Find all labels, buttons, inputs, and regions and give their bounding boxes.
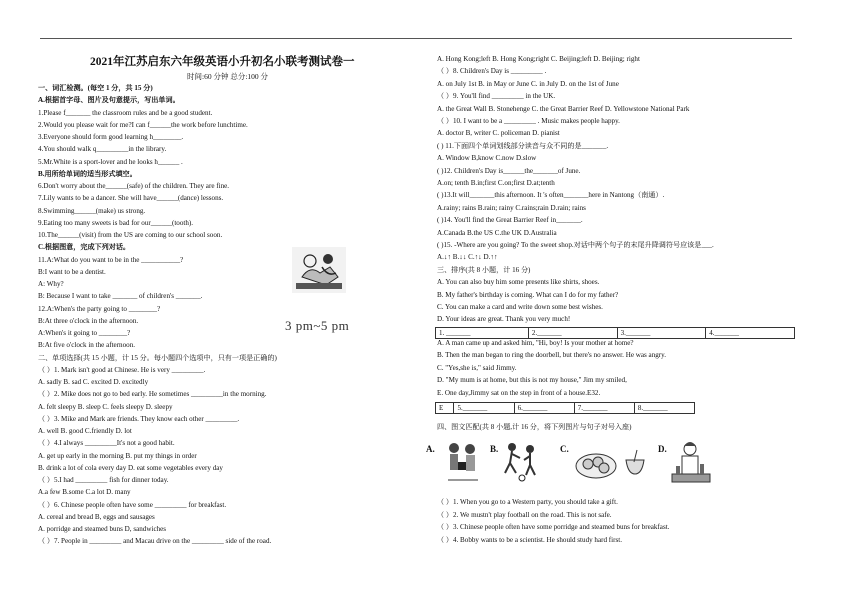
left-line: A. well B. good C.friendly D. lot — [38, 427, 132, 435]
right-line: ( )12. Children's Day is______the_______of June. — [437, 166, 581, 175]
left-line: （ ）5.I had _________ fish for dinner today. — [38, 476, 169, 484]
right-line: A.Canada B.the US C.the UK D.Australia — [437, 228, 557, 237]
left-line: A. felt sleepy B. sleep C. feels sleepy D. sleepy — [38, 402, 173, 411]
right-line: A.on; tenth B.in;first C.on;first D.at;tenth — [437, 179, 555, 187]
left-line: 9.Eating too many sweets is bad for our______(tooth). — [38, 218, 194, 227]
left-line: A. porridge and steamed buns D, sandwiches — [38, 525, 167, 533]
left-line: A. cereal and bread B, eggs and sausages — [38, 512, 155, 521]
left-line: （ ）4.I always _________It's not a good habit. — [38, 439, 175, 448]
right-line: A. You can also buy him some presents like shirts, shoes. — [437, 278, 600, 287]
match-item: （ ）2. We mustn't play football on the road. This is not safe. — [437, 510, 612, 519]
left-line: A.a few B.some C.a lot D. many — [38, 488, 131, 497]
right-line: （ ）9. You'll find _________ in the UK. — [437, 92, 556, 101]
dentist-illustration — [292, 247, 346, 293]
left-line: （ ）6. Chinese people often have some _________ for breakfast. — [38, 500, 227, 509]
pic-label-c: C. — [560, 444, 569, 454]
right-line: A.rainy; rains B.rain; rainy C.rains;rain D.rain; rains — [437, 203, 586, 212]
left-line: A. get up early in the morning B. put my things in order — [38, 451, 197, 460]
gift-picture — [440, 440, 484, 482]
order-cell[interactable]: 3._______ — [617, 328, 706, 339]
right2-line: A. A man came up and asked him, "Hi, boy! Is your mother at home? — [437, 339, 634, 347]
pic-label-d: D. — [658, 444, 667, 454]
left-line: B. drink a lot of cola every day D. eat some vegetables every day — [38, 463, 223, 472]
right-line: D. Your ideas are great. Thank you very much! — [437, 315, 571, 324]
order-cell[interactable]: 8._______ — [634, 403, 694, 414]
left-line: （ ）3. Mike and Mark are friends. They know each other _________. — [38, 414, 240, 423]
right2-line: D. "My mum is at home, but this is not my house," Jim my smiled, — [437, 376, 627, 385]
left-line: 7.Lily wants to be a dancer. She will have______(dance) lessons. — [38, 194, 224, 203]
left-line: 11.A:What do you want to be in the ___________? — [38, 255, 184, 264]
right-line: ( )13.It will_______this afternoon. It 's often_______here in Nantong（南通）. — [437, 191, 665, 200]
left-line: 8.Swimming______(make) us strong. — [38, 206, 146, 215]
left-line: A.根据首字母、图片及句意提示，写出单词。 — [38, 96, 180, 105]
top-rule — [40, 38, 792, 39]
left-line: 10.The______(visit) from the US are coming to our school soon. — [38, 231, 223, 239]
right-line: A. Window B,know C.now D.slow — [437, 154, 537, 163]
order-cell[interactable]: 5._______ — [454, 403, 514, 414]
left-line: 5.Mr.White is a sport-lover and he looks h______ . — [38, 157, 183, 166]
left-line: 1.Please f_______ the classroom rules and be a good student. — [38, 108, 213, 117]
scientist-picture — [670, 440, 712, 484]
order-cell: E — [436, 403, 454, 414]
section4-heading: 四、图文匹配(共 8 小题,计 16 分，将下列图片与句子对号入座) — [437, 423, 632, 431]
right-line: （ ）10. I want to be a _________ . Music makes people happy. — [437, 117, 620, 125]
left-line: （ ）7. People in _________ and Macau drive on the _________ side of the road. — [38, 537, 272, 546]
time-label: 3 pm~5 pm — [285, 318, 350, 333]
pic-label-b: B. — [490, 444, 499, 454]
right-line: ( )14. You'll find the Great Barrier Reef in_______. — [437, 216, 583, 225]
left-line: A: Why? — [38, 280, 64, 288]
left-line: 3.Everyone should form good learning h________. — [38, 133, 184, 141]
left-line: B: Because I want to take _______ of children's _______. — [38, 292, 203, 301]
left-line: B:At five o'clock in the afternoon. — [38, 341, 136, 350]
left-line: 一、词汇检测。(每空 1 分，共 15 分) — [38, 84, 153, 92]
right-line: ( ) 11.下面四个单词划线部分读音与众不同的是_______. — [437, 141, 609, 150]
right-line: （ ）8. Children's Day is _________ . — [437, 67, 547, 76]
left-line: B:At three o'clock in the afternoon. — [38, 316, 139, 325]
order-cell[interactable]: 7._______ — [574, 403, 634, 414]
right-line: A. the Great Wall B. Stonehenge C. the Great Barrier Reef D. Yellowstone National Park — [437, 104, 690, 113]
left-line: B.用所给单词的适当形式填空。 — [38, 169, 137, 178]
left-line: A. sadly B. sad C. excited D. excitedly — [38, 378, 149, 386]
right-line: B. My father's birthday is coming. What can I do for my father? — [437, 290, 619, 299]
order-cell[interactable]: 6._______ — [514, 403, 574, 414]
order-cell[interactable]: 2._______ — [528, 328, 617, 339]
match-item: （ ）3. Chinese people often have some porridge and steamed buns for breakfast. — [437, 523, 670, 532]
order-table-1 — [435, 327, 795, 339]
match-item: （ ）4. Bobby wants to be a scientist. He should study hard first. — [437, 535, 623, 544]
left-line: （ ）2. Mike does not go to bed early. He sometimes _________in the morning. — [38, 390, 267, 399]
left-line: 2.Would you please wait for me?I can f______the work before lunchtime. — [38, 120, 248, 129]
order-table-2 — [435, 402, 695, 414]
right-line: ( )15. -Where are you going? To the sweet shop.对话中两个句子的末尾升降调符号应该是___. — [437, 241, 714, 249]
page-title: 2021年江苏启东六年级英语小升初名小联考测试卷一 — [90, 56, 355, 68]
pic-label-a: A. — [426, 444, 435, 454]
right2-line: C. "Yes,she is," said Jimmy. — [437, 363, 517, 372]
left-line: 二、单项选择(共 15 小题，计 15 分。每小题四个选项中，只有一项是正确的) — [38, 353, 277, 362]
page-subtitle: 时间:60 分钟 总分:100 分 — [187, 72, 269, 81]
right-line: C. You can make a card and write down some best wishes. — [437, 303, 603, 311]
left-line: （ ）1. Mark isn't good at Chinese. He is very _________. — [38, 365, 206, 374]
left-line: 4.You should walk q_________in the library. — [38, 145, 167, 154]
left-line: 6.Don't worry about the______(safe) of the children. They are fine. — [38, 182, 230, 190]
football-picture — [500, 440, 544, 484]
right2-line: B. Then the man began to ring the doorbell, but there's no answer. He was angry. — [437, 351, 667, 360]
right-line: A.↓↑ B.↓↓ C.↑↓ D.↑↑ — [437, 253, 498, 262]
right-line: A. Hong Kong;left B. Hong Kong;right C. Beijing;left D. Beijing; right — [437, 55, 640, 63]
order-cell[interactable]: 1. _______ — [436, 328, 529, 339]
right-line: 三、排序(共 8 小题，计 16 分) — [437, 265, 531, 274]
right-line: A. doctor B, writer C. policeman D. pianist — [437, 129, 560, 138]
match-item: （ ）1. When you go to a Western party, you should take a gift. — [437, 498, 618, 506]
right-line: A. on July 1st B. in May or June C. in July D. on the 1st of June — [437, 79, 619, 88]
right2-line: E. One day,Jimmy sat on the step in front of a house.E32. — [437, 388, 601, 397]
order-cell[interactable]: 4._______ — [706, 328, 795, 339]
left-line: A:When's it going to ________? — [38, 329, 131, 337]
left-line: 12.A:When's the party going to ________? — [38, 304, 161, 313]
porridge-buns-picture — [574, 446, 648, 482]
left-line: B:I want to be a dentist. — [38, 267, 106, 276]
left-line: C.根据图意，完成下列对话。 — [38, 243, 131, 252]
